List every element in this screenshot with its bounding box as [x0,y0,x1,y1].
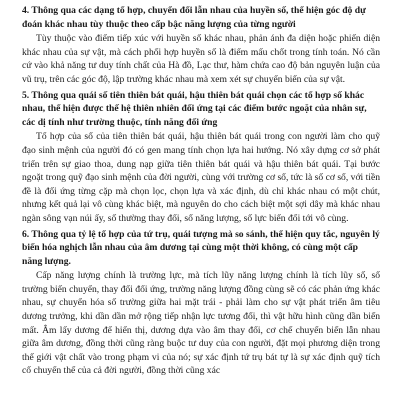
section-paragraph: Tổ hợp của số của tiên thiên bát quái, hậu thiên bát quái trong con người làm cho quỹ đạo sinh mệnh của người đó có gen mang tính chọn lựa hai hướng. Nó xây dựng cơ sở phát triển trên sự giao thoa, dung nạp giữa tiên thiên bát quái và hậu thiên bát quái. Tại bước ngoặt trong quỹ đạo sinh mệnh của đời người, cùng với trường cơ số, tức là số cơ số, với tiền đề là đối ứng từng cặp mà chọn lọc, chọn lựa và xác định, dù chỉ khác nhau có một chút, nhưng kết quả lại vô cùng khác biệt, mà nguyên do cho cách biệt một sợi dây mà khác nhau ngàn sông vạn núi ấy, số thường thay đổi, số năng lượng, số lực biến đổi tới vô cùng. [22,131,380,224]
section-heading: 4. Thông qua các dạng tổ hợp, chuyển đổi lẫn nhau của huyền số, thể hiện góc độ dự đoán khác nhau tùy thuộc theo cấp bậc năng lượng của từng người [22,5,366,30]
section-heading: 6. Thông qua tỷ lệ tổ hợp của tứ trụ, quái tượng mà so sánh, thể hiện quy tắc, nguyên lý biến hóa nghịch lẫn nhau của âm dương tại cùng một thời không, có cùng một cấp năng lượng. [22,228,380,267]
section-6 [22,228,380,379]
section-4 [22,4,380,87]
section-paragraph: Cấp năng lượng chính là trường lực, mà tích lũy năng lượng chính là tích lũy số, số trường biến chuyển, thay đổi đối ứng, trường năng lượng đồng cùng sẽ có các phản ứng khác nhau, sự chuyển hóa số trường giữa hai mặt trái - phải làm cho sự vật phát triển âm tiêu dương trưởng, khi dần dần mở rộng tiếp nhận lực tương đối, thì vật hữu hình cũng dần biến mất. Âm lấy dương để hiển thị, dương dựa vào âm thay đổi, cơ chế chuyển biến lẫn nhau giữa âm dương, đồng thời cũng ràng buộc tư duy của con người, đặt mọi phương diện trong thế giới vật chất vào trong phạm vi của nó; sự xác định tứ trụ bát tự là sự xác định quỹ tích cố chuyển thể của cả đời người, đồng thời cũng xác [22,270,380,377]
section-5 [22,89,380,226]
section-paragraph: Tùy thuộc vào điểm tiếp xúc với huyền số khác nhau, phản ánh đa diện hoặc phiến diện khác nhau của sự vật, mà cách phối hợp huyền số là điểm mấu chốt trong tính toán. Nó cần cứ vào khả năng tư duy tính chất của Hà đồ, Lạc thư, hàm chứa cao độ bản nguyên luận của vũ trụ, trên các góc độ, lập trường khác nhau mà xem xét sự chuyển biến của sự vật. [22,33,380,85]
section-heading: 5. Thông qua quái số tiên thiên bát quái, hậu thiên bát quái chọn các tổ hợp số khác nhau, thể hiện được thế hệ thiên nhiên đối ứng tại các điểm bước ngoặt của nhân sự, các dị tính như trường thuộc, tính năng đối ứng [22,89,367,128]
